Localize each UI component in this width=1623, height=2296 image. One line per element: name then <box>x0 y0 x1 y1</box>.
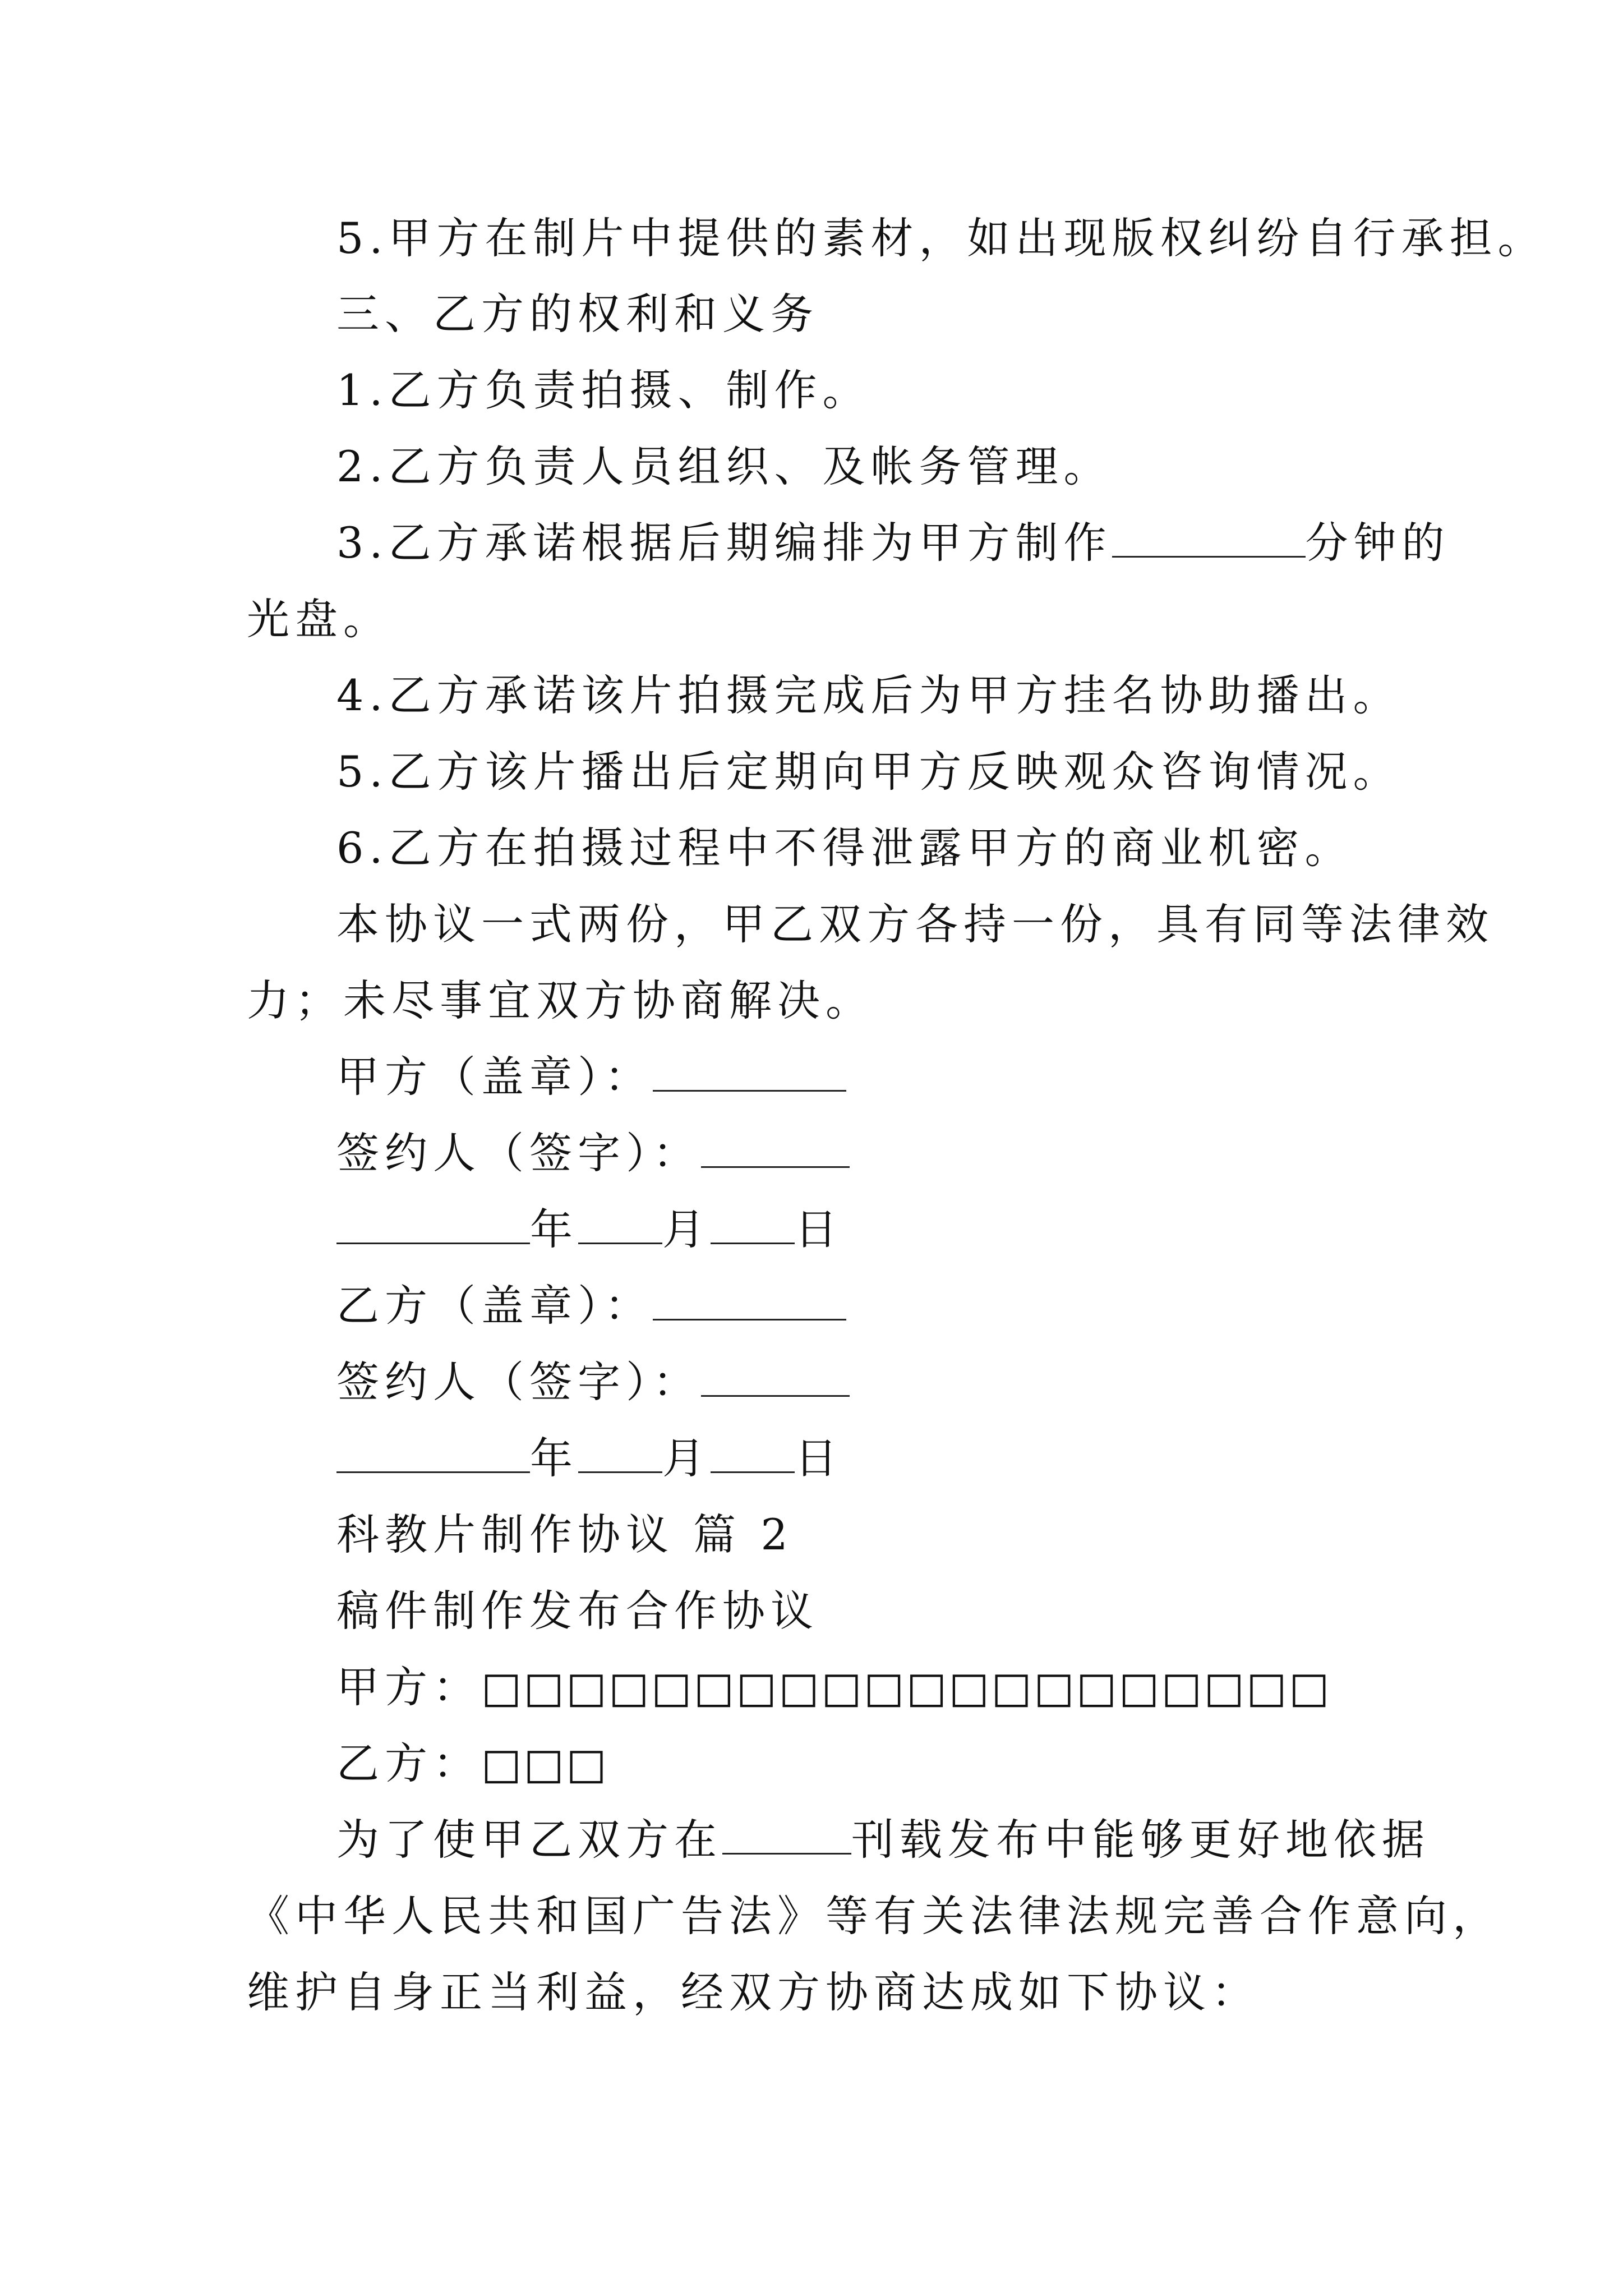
year-b-label: 年 <box>530 1433 578 1483</box>
day-b-blank <box>711 1438 795 1473</box>
party-a-name: □□□□□□□□□□□□□□□□□□□□ <box>481 1662 1332 1712</box>
intro-text-end: 刊载发布中能够更好地依据 <box>851 1815 1430 1865</box>
section-title: 科教片制作协议 篇 2 <box>336 1510 794 1559</box>
clause-b3-suffix: 分钟的 <box>1305 518 1450 568</box>
intro-text-start: 为了使甲乙双方在 <box>336 1815 722 1865</box>
year-b-blank <box>336 1438 530 1473</box>
section-heading-party-b-rights: 三、乙方的权利和义务 <box>336 289 819 339</box>
clause-b6: 6.乙方在拍摄过程中不得泄露甲方的商业机密。 <box>336 823 1353 873</box>
closing-paragraph-continuation: 力；未尽事宜双方协商解决。 <box>247 976 874 1025</box>
intro-paragraph-line3: 维护自身正当利益，经双方协商达成如下协议： <box>247 1967 1260 2017</box>
party-a-seal-blank <box>653 1056 846 1092</box>
day-b-label: 日 <box>795 1433 843 1483</box>
publication-blank <box>722 1819 851 1855</box>
party-a-seal-line <box>336 1049 846 1105</box>
party-b-line <box>336 1736 608 1792</box>
clause-b2: 2.乙方负责人员组织、及帐务管理。 <box>336 441 1112 491</box>
signer-b-line <box>336 1354 850 1410</box>
year-a-blank <box>336 1209 530 1244</box>
intro-paragraph-line2: 《中华人民共和国广告法》等有关法律法规完善合作意向， <box>247 1891 1501 1941</box>
minutes-blank <box>1112 522 1306 558</box>
clause-b1: 1.乙方负责拍摄、制作。 <box>336 365 871 415</box>
day-a-blank <box>711 1209 795 1244</box>
party-b-label: 乙方： <box>336 1738 481 1788</box>
clause-b3-text: 3.乙方承诺根据后期编排为甲方制作 <box>336 518 1112 568</box>
party-b-seal-label: 乙方（盖章）： <box>336 1281 653 1331</box>
signer-a-blank <box>701 1133 850 1168</box>
day-a-label: 日 <box>795 1204 843 1254</box>
clause-b3 <box>336 515 1450 571</box>
clause-a5: 5.甲方在制片中提供的素材，如出现版权纠纷自行承担。 <box>336 213 1546 263</box>
month-b-blank <box>578 1438 662 1473</box>
intro-paragraph <box>336 1812 1430 1868</box>
month-a-label: 月 <box>662 1204 711 1254</box>
party-b-seal-blank <box>653 1285 846 1320</box>
clause-b5: 5.乙方该片播出后定期向甲方反映观众咨询情况。 <box>336 747 1401 797</box>
month-a-blank <box>578 1209 662 1244</box>
party-a-label: 甲方： <box>336 1662 481 1712</box>
closing-paragraph: 本协议一式两份，甲乙双方各持一份，具有同等法律效 <box>336 899 1494 949</box>
signer-a-line <box>336 1125 850 1181</box>
clause-b4: 4.乙方承诺该片拍摄完成后为甲方挂名协助播出。 <box>336 670 1401 720</box>
signer-b-blank <box>701 1361 850 1397</box>
party-a-seal-label: 甲方（盖章）： <box>336 1052 653 1102</box>
party-b-name: □□□ <box>481 1738 609 1788</box>
signer-a-label: 签约人（签字）： <box>336 1128 701 1178</box>
party-b-seal-line <box>336 1278 846 1334</box>
party-a-line <box>336 1659 1331 1715</box>
clause-b3-continuation: 光盘。 <box>247 594 391 644</box>
agreement-title: 稿件制作发布合作协议 <box>336 1586 819 1636</box>
year-a-label: 年 <box>530 1204 578 1254</box>
signer-b-label: 签约人（签字）： <box>336 1357 701 1407</box>
date-a-line <box>336 1202 843 1258</box>
date-b-line <box>336 1430 843 1487</box>
month-b-label: 月 <box>662 1433 711 1483</box>
